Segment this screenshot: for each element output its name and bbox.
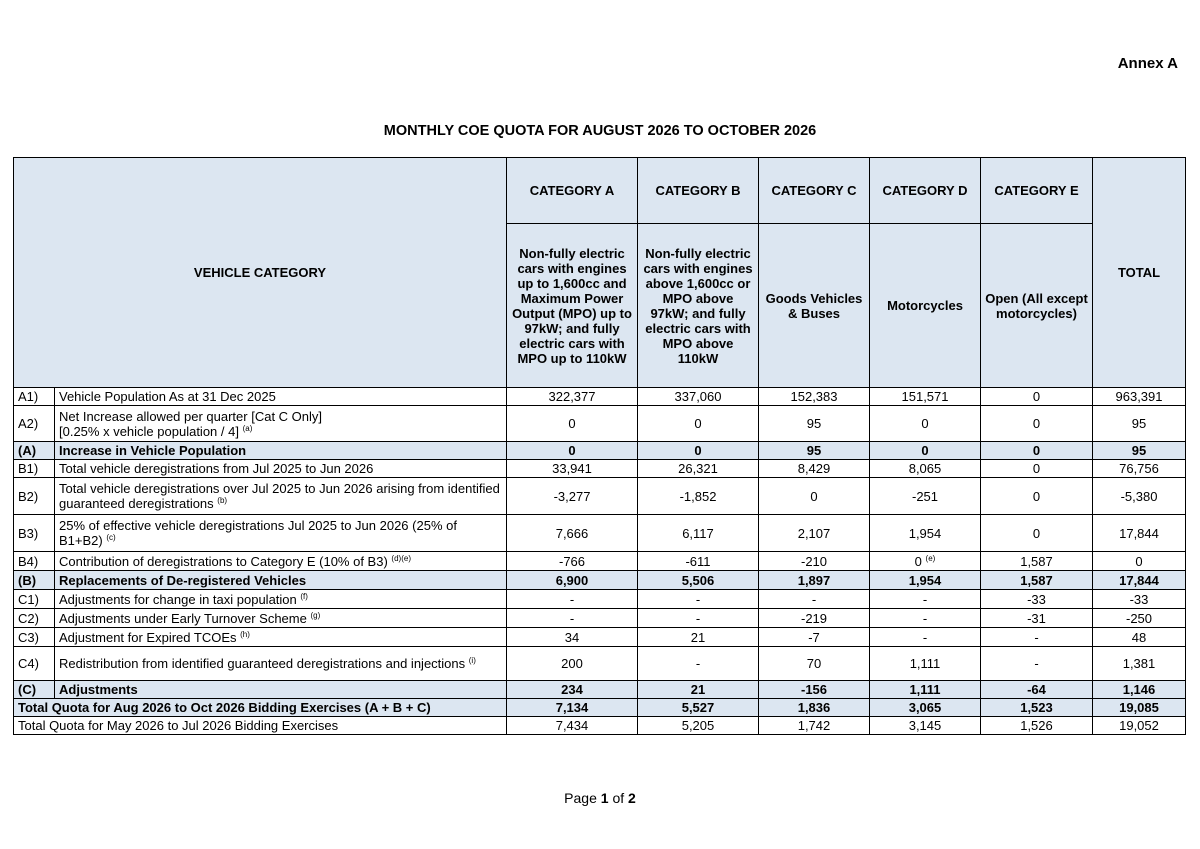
value-cell: 0 bbox=[981, 460, 1093, 478]
value-cell: -611 bbox=[638, 552, 759, 571]
value-cell: -64 bbox=[981, 681, 1093, 699]
table-row bbox=[14, 590, 1186, 609]
row-description: Adjustment for Expired TCOEs $^{(h)}$ bbox=[55, 628, 507, 647]
table-row bbox=[14, 515, 1186, 552]
row-description: Redistribution from identified guaranteed deregistrations and injections $^{(i)}$ bbox=[55, 647, 507, 681]
value-cell: - bbox=[981, 628, 1093, 647]
total-quota-previous-row bbox=[14, 717, 1186, 735]
row-description: Increase in Vehicle Population bbox=[55, 442, 507, 460]
value-cell: -766 bbox=[507, 552, 638, 571]
footnote-marker: (c) bbox=[106, 533, 116, 542]
value-cell: -7 bbox=[759, 628, 870, 647]
category-c-header: CATEGORY C bbox=[759, 158, 870, 224]
value-cell: 322,377 bbox=[507, 388, 638, 406]
table-row bbox=[14, 460, 1186, 478]
footnote-marker: (h) bbox=[240, 629, 250, 639]
category-e-description: Open (All except motorcycles) bbox=[981, 224, 1093, 388]
footnote-marker: (i) bbox=[468, 656, 476, 665]
value-cell: -31 bbox=[981, 609, 1093, 628]
value-cell: - bbox=[507, 590, 638, 609]
value-cell: 7,434 bbox=[507, 717, 638, 735]
value-cell: 0 bbox=[981, 515, 1093, 552]
value-cell: 1,954 bbox=[870, 571, 981, 590]
value-cell: 337,060 bbox=[638, 388, 759, 406]
value-cell: -219 bbox=[759, 609, 870, 628]
value-cell: 151,571 bbox=[870, 388, 981, 406]
value-cell: - bbox=[638, 590, 759, 609]
category-b-description: Non-fully electric cars with engines above 1,600cc or MPO above 97kW; and fully electric cars with MPO above 110kW bbox=[638, 224, 759, 388]
value-cell: - bbox=[870, 609, 981, 628]
value-cell: 0 bbox=[981, 388, 1093, 406]
value-cell: 21 bbox=[638, 681, 759, 699]
value-cell: 0 bbox=[507, 442, 638, 460]
value-cell: - bbox=[638, 609, 759, 628]
footnote-marker: (b) bbox=[217, 496, 228, 505]
total-cell: 95 bbox=[1093, 406, 1186, 442]
row-description: Vehicle Population As at 31 Dec 2025 bbox=[55, 388, 507, 406]
total-quota-previous-label: Total Quota for May 2026 to Jul 2026 Bidding Exercises bbox=[14, 717, 507, 735]
row-code: (A) bbox=[14, 442, 55, 460]
row-description: Adjustments bbox=[55, 681, 507, 699]
subtotal-row bbox=[14, 681, 1186, 699]
value-cell: -156 bbox=[759, 681, 870, 699]
value-cell: -1,852 bbox=[638, 478, 759, 515]
value-cell: 0 $^{(e)}$ bbox=[870, 552, 981, 571]
value-cell: - bbox=[870, 590, 981, 609]
value-cell: 200 bbox=[507, 647, 638, 681]
value-cell: 1,111 bbox=[870, 647, 981, 681]
value-cell: 1,954 bbox=[870, 515, 981, 552]
value-cell: 5,506 bbox=[638, 571, 759, 590]
value-cell: 0 bbox=[870, 442, 981, 460]
total-cell: 19,052 bbox=[1093, 717, 1186, 735]
row-code: C1) bbox=[14, 590, 55, 609]
total-cell: 1,381 bbox=[1093, 647, 1186, 681]
category-e-header: CATEGORY E bbox=[981, 158, 1093, 224]
value-cell: 1,587 bbox=[981, 571, 1093, 590]
category-a-header: CATEGORY A bbox=[507, 158, 638, 224]
total-quota-current-label: Total Quota for Aug 2026 to Oct 2026 Bidding Exercises (A + B + C) bbox=[14, 699, 507, 717]
annex-label: Annex A bbox=[1117, 55, 1178, 72]
value-cell: 152,383 bbox=[759, 388, 870, 406]
row-description: Net Increase allowed per quarter [Cat C Only] [0.25% x vehicle population / 4] $^{(a)}$ bbox=[55, 406, 507, 442]
footnote-marker: (f) bbox=[300, 591, 308, 601]
footnote-marker: (e) bbox=[925, 553, 936, 563]
value-cell: 0 bbox=[870, 406, 981, 442]
value-cell: 5,205 bbox=[638, 717, 759, 735]
row-description: Total vehicle deregistrations from Jul 2025 to Jun 2026 bbox=[55, 460, 507, 478]
value-cell: 26,321 bbox=[638, 460, 759, 478]
value-cell: - bbox=[981, 647, 1093, 681]
value-cell: 5,527 bbox=[638, 699, 759, 717]
value-cell: -251 bbox=[870, 478, 981, 515]
row-code: B2) bbox=[14, 478, 55, 515]
total-cell: 17,844 bbox=[1093, 515, 1186, 552]
table-row bbox=[14, 406, 1186, 442]
total-cell: -250 bbox=[1093, 609, 1186, 628]
footnote-marker: (d)(e) bbox=[391, 553, 411, 563]
value-cell: -3,277 bbox=[507, 478, 638, 515]
category-d-header: CATEGORY D bbox=[870, 158, 981, 224]
header-row-categories bbox=[14, 158, 1186, 224]
subtotal-row bbox=[14, 442, 1186, 460]
row-description: Contribution of deregistrations to Category E (10% of B3) $^{(d)(e)}$ bbox=[55, 552, 507, 571]
table-row bbox=[14, 609, 1186, 628]
value-cell: 8,429 bbox=[759, 460, 870, 478]
row-description: 25% of effective vehicle deregistrations Jul 2025 to Jun 2026 (25% of B1+B2) $^{(c)}$ bbox=[55, 515, 507, 552]
value-cell: - bbox=[507, 609, 638, 628]
value-cell: 0 bbox=[981, 478, 1093, 515]
row-description: Total vehicle deregistrations over Jul 2025 to Jun 2026 arising from identified guaranteed deregistrations $^{(b)}$ bbox=[55, 478, 507, 515]
footnote-marker: (a) bbox=[242, 423, 253, 433]
page-title: MONTHLY COE QUOTA FOR AUGUST 2026 TO OCTOBER 2026 bbox=[383, 123, 817, 139]
table-row bbox=[14, 388, 1186, 406]
table-row bbox=[14, 628, 1186, 647]
value-cell: - bbox=[870, 628, 981, 647]
table-row bbox=[14, 478, 1186, 515]
value-cell: 3,145 bbox=[870, 717, 981, 735]
value-cell: 1,526 bbox=[981, 717, 1093, 735]
row-code: C4) bbox=[14, 647, 55, 681]
total-cell: 17,844 bbox=[1093, 571, 1186, 590]
value-cell: 1,742 bbox=[759, 717, 870, 735]
row-description: Adjustments under Early Turnover Scheme $^{(g)}$ bbox=[55, 609, 507, 628]
value-cell: 1,523 bbox=[981, 699, 1093, 717]
category-a-description: Non-fully electric cars with engines up to 1,600cc and Maximum Power Output (MPO) up to 97kW; and fully electric cars with MPO up to 110kW bbox=[507, 224, 638, 388]
total-quota-current-row bbox=[14, 699, 1186, 717]
value-cell: 33,941 bbox=[507, 460, 638, 478]
value-cell: 1,587 bbox=[981, 552, 1093, 571]
total-cell: 48 bbox=[1093, 628, 1186, 647]
value-cell: 70 bbox=[759, 647, 870, 681]
value-cell: -33 bbox=[981, 590, 1093, 609]
total-cell: -33 bbox=[1093, 590, 1186, 609]
total-cell: -5,380 bbox=[1093, 478, 1186, 515]
total-cell: 19,085 bbox=[1093, 699, 1186, 717]
value-cell: 34 bbox=[507, 628, 638, 647]
category-d-description: Motorcycles bbox=[870, 224, 981, 388]
row-code: C3) bbox=[14, 628, 55, 647]
total-cell: 0 bbox=[1093, 552, 1186, 571]
value-cell: - bbox=[638, 647, 759, 681]
value-cell: 8,065 bbox=[870, 460, 981, 478]
value-cell: 234 bbox=[507, 681, 638, 699]
quota-table bbox=[13, 157, 1186, 735]
table-row bbox=[14, 552, 1186, 571]
row-code: A2) bbox=[14, 406, 55, 442]
row-description: Replacements of De-registered Vehicles bbox=[55, 571, 507, 590]
value-cell: 6,900 bbox=[507, 571, 638, 590]
row-code: B1) bbox=[14, 460, 55, 478]
value-cell: - bbox=[759, 590, 870, 609]
row-code: (C) bbox=[14, 681, 55, 699]
value-cell: 1,111 bbox=[870, 681, 981, 699]
row-code: B3) bbox=[14, 515, 55, 552]
category-b-header: CATEGORY B bbox=[638, 158, 759, 224]
value-cell: 0 bbox=[638, 406, 759, 442]
total-cell: 963,391 bbox=[1093, 388, 1186, 406]
value-cell: 0 bbox=[981, 406, 1093, 442]
value-cell: 6,117 bbox=[638, 515, 759, 552]
value-cell: 0 bbox=[507, 406, 638, 442]
value-cell: 3,065 bbox=[870, 699, 981, 717]
total-cell: 95 bbox=[1093, 442, 1186, 460]
category-c-description: Goods Vehicles & Buses bbox=[759, 224, 870, 388]
value-cell: 95 bbox=[759, 406, 870, 442]
row-code: B4) bbox=[14, 552, 55, 571]
row-code: A1) bbox=[14, 388, 55, 406]
subtotal-row bbox=[14, 571, 1186, 590]
row-code: C2) bbox=[14, 609, 55, 628]
value-cell: 0 bbox=[638, 442, 759, 460]
value-cell: 7,134 bbox=[507, 699, 638, 717]
value-cell: 1,836 bbox=[759, 699, 870, 717]
value-cell: 1,897 bbox=[759, 571, 870, 590]
value-cell: 21 bbox=[638, 628, 759, 647]
value-cell: 95 bbox=[759, 442, 870, 460]
value-cell: 2,107 bbox=[759, 515, 870, 552]
value-cell: 7,666 bbox=[507, 515, 638, 552]
total-header: TOTAL bbox=[1093, 158, 1186, 388]
table-row bbox=[14, 647, 1186, 681]
total-cell: 76,756 bbox=[1093, 460, 1186, 478]
total-cell: 1,146 bbox=[1093, 681, 1186, 699]
value-cell: -210 bbox=[759, 552, 870, 571]
vehicle-category-header: VEHICLE CATEGORY bbox=[14, 158, 507, 388]
footnote-marker: (g) bbox=[310, 610, 321, 620]
page-number: Page 1 of 2 bbox=[564, 790, 636, 806]
value-cell: 0 bbox=[981, 442, 1093, 460]
value-cell: 0 bbox=[759, 478, 870, 515]
row-code: (B) bbox=[14, 571, 55, 590]
row-description: Adjustments for change in taxi population $^{(f)}$ bbox=[55, 590, 507, 609]
